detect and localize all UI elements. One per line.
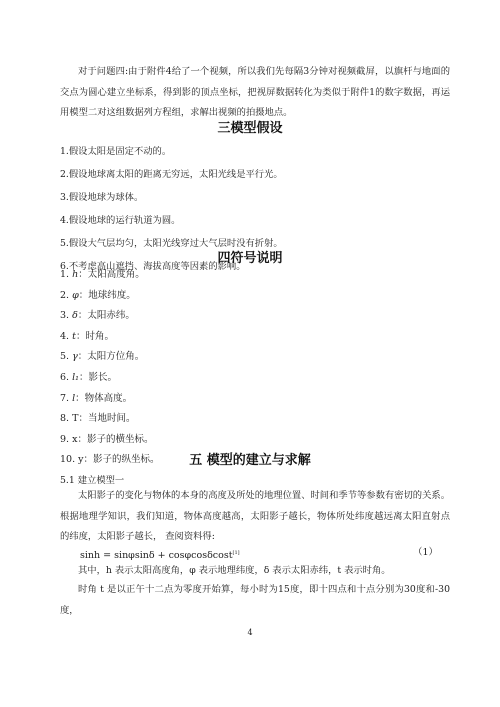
symbol-desc: ：地球纬度。	[78, 289, 136, 301]
list-item	[60, 430, 460, 451]
list-item	[60, 368, 460, 389]
symbol-desc: ：时角。	[75, 330, 114, 342]
item-number: 2.	[60, 289, 70, 301]
list-item	[60, 327, 460, 348]
formula-line	[80, 545, 450, 561]
symbol: y	[78, 454, 84, 466]
symbol: T	[72, 413, 79, 425]
symbol: γ	[72, 351, 78, 363]
symbol-desc: ：影长。	[78, 371, 117, 383]
list-item: 1.假设太阳是固定不动的。	[60, 146, 172, 157]
item-number: 6.	[60, 371, 70, 383]
symbol-desc: ：太阳方位角。	[77, 351, 145, 363]
section4-title: 四符号说明	[217, 251, 283, 266]
symbol-desc: ：太阳高度角。	[78, 269, 145, 280]
section5-title: 五 模型的建立与求解	[189, 453, 311, 468]
symbol: x	[72, 433, 78, 445]
citation-ref: [1]	[232, 550, 240, 556]
body-paragraph: 太阳影子的变化与物体的本身的高度及所处的地理位置、时间和季节等参数有密切的关系。 根据地理学知识，我们知道，物体高度越高，太阳影子越长，物体所处纬度越远离太阳直射点的纬度，太阳影子越长， 查阅资料得:	[60, 490, 450, 542]
symbol: l	[72, 392, 76, 404]
list-item: 2.假设地球离太阳的距离无穷远，太阳光线是平行光。	[60, 169, 283, 180]
item-number: 8.	[60, 413, 70, 425]
list-item	[60, 389, 460, 410]
symbol-desc: ：影子的横坐标。	[77, 433, 154, 445]
item-number: 4.	[60, 330, 70, 342]
list-item	[60, 286, 460, 307]
page-number: 4	[247, 628, 253, 637]
list-item: 6.不考虑高山遮挡、海拔高度等因素的影响。	[60, 261, 246, 272]
symbol: l₁	[72, 371, 79, 383]
symbol: h	[72, 269, 79, 280]
item-number: 10.	[60, 454, 76, 466]
symbol-desc: ：物体高度。	[75, 392, 133, 404]
symbol-desc: ：当地时间。	[78, 413, 136, 425]
equation-number: （1）	[412, 547, 438, 558]
symbol-list	[60, 265, 460, 471]
subsection-title: 5.1 建立模型一	[60, 475, 125, 486]
list-item	[60, 306, 460, 327]
list-item	[60, 409, 460, 430]
list-item	[60, 347, 460, 368]
list-item	[60, 265, 460, 286]
body-paragraph: 时角 t 是以正午十二点为零度开始算，每小时为15度，即十四点和十点分别为30度和-30度，	[60, 584, 450, 616]
symbol-desc: ：太阳赤纬。	[77, 310, 135, 322]
item-number: 9.	[60, 433, 70, 445]
item-number: 5.	[60, 351, 70, 363]
list-item: 3.假设地球为球体。	[60, 192, 144, 203]
symbol: t	[72, 330, 76, 342]
item-number: 3.	[60, 310, 70, 322]
intro-paragraph: 对于问题四:由于附件4给了一个视频，所以我们先每隔3分钟对视频截屏，以旗杆与地面的交点为圆心建立坐标系，得到影的顶点坐标，把视屏数据转化为类似于附件1的数字数据，再运用模型二对这组数据列方程组，求解出视频的拍摄地点。	[60, 66, 450, 118]
body-paragraph: 其中，h 表示太阳高度角，φ 表示地理纬度，δ 表示太阳赤纬，t 表示时角。	[78, 565, 391, 576]
list-item: 4.假设地球的运行轨道为圆。	[60, 215, 181, 226]
symbol-desc: ：影子的纵坐标。	[83, 454, 160, 466]
symbol: φ	[72, 289, 79, 301]
formula: sinh = sinφsinδ + cosφcosδcost	[80, 550, 233, 562]
item-number: 1.	[60, 269, 70, 280]
item-number: 7.	[60, 392, 70, 404]
symbol: δ	[72, 310, 78, 322]
section3-title: 三模型假设	[217, 121, 283, 136]
list-item: 5.假设大气层均匀，太阳光线穿过大气层时没有折射。	[60, 238, 283, 249]
